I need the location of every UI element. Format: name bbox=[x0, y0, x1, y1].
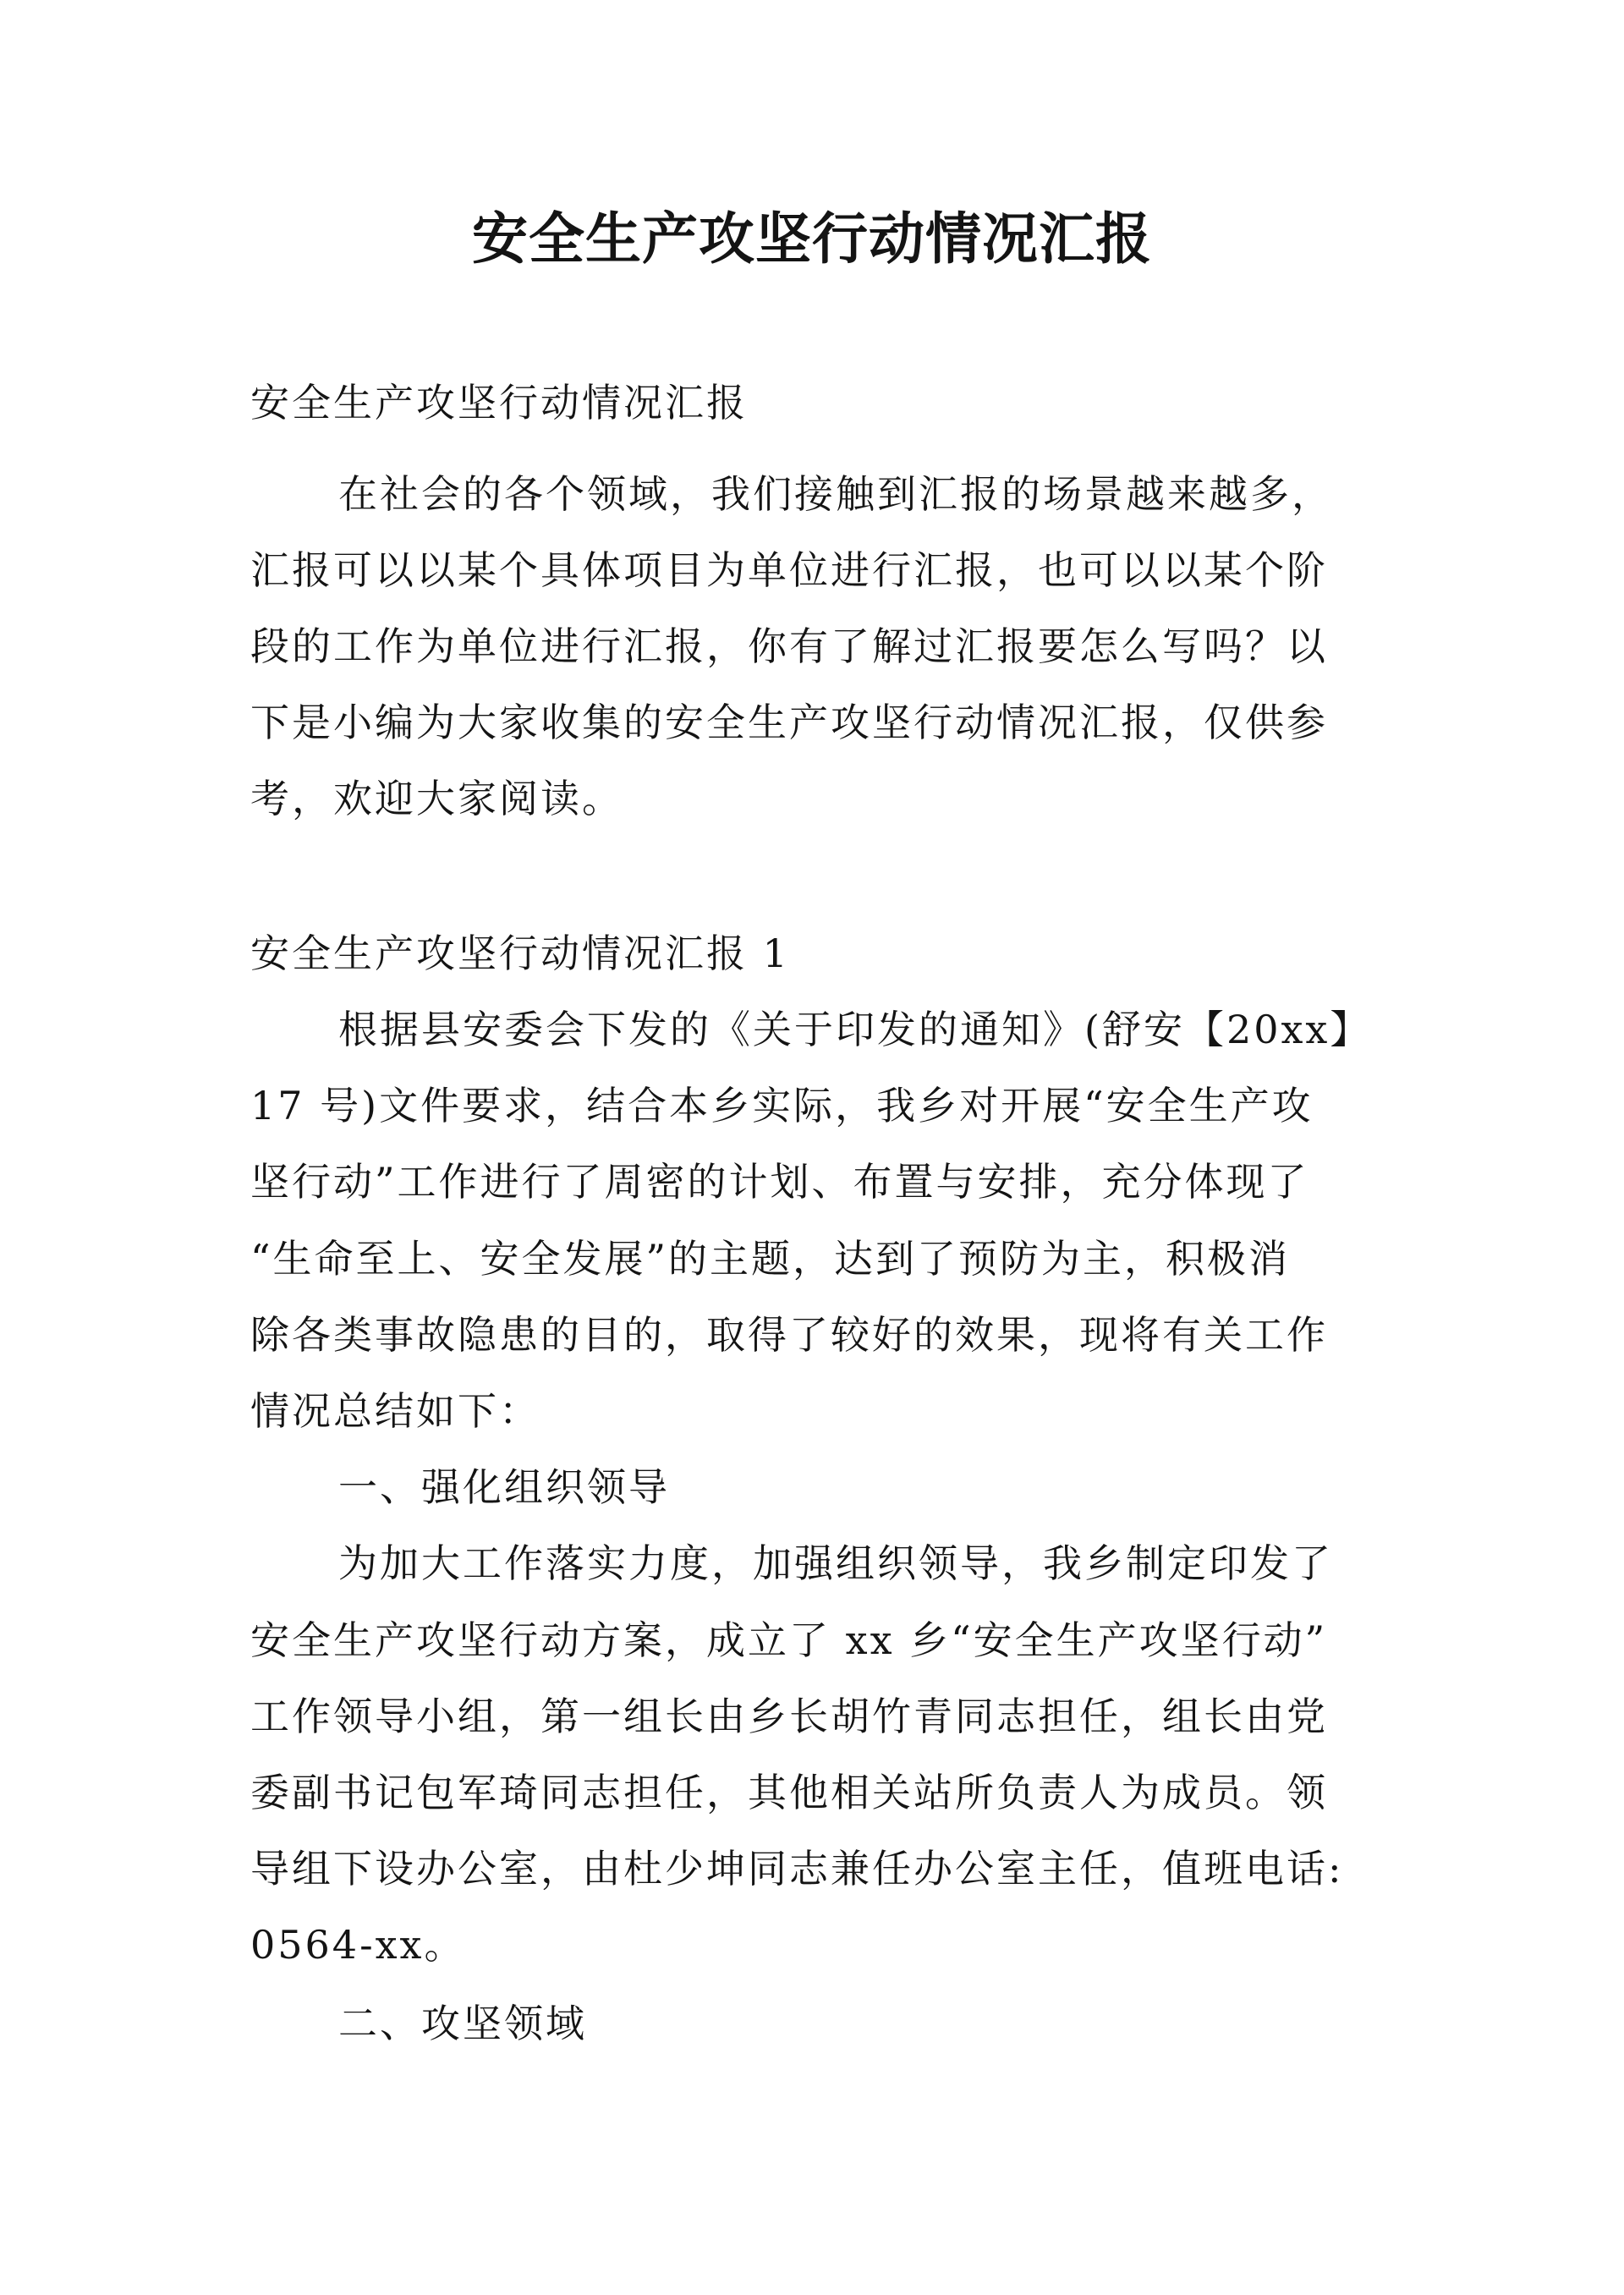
document-title: 安全生产攻坚行动情况汇报 bbox=[472, 206, 1152, 272]
section-line: 除各类事故隐患的目的，取得了较好的效果，现将有关工作 bbox=[250, 1312, 1328, 1358]
part-line: 为加大工作落实力度，加强组织领导，我乡制定印发了 bbox=[338, 1540, 1333, 1586]
part-heading: 一、强化组织领导 bbox=[338, 1464, 670, 1510]
part-line: 导组下设办公室，由杜少坤同志兼任办公室主任，值班电话: bbox=[250, 1846, 1344, 1891]
section-heading: 安全生产攻坚行动情况汇报 1 bbox=[250, 931, 790, 976]
section-line: 根据县安委会下发的《关于印发的通知》(舒安【20xx】 bbox=[338, 1007, 1372, 1052]
intro-line: 下是小编为大家收集的安全生产攻坚行动情况汇报，仅供参 bbox=[250, 700, 1328, 745]
part-line: 安全生产攻坚行动方案，成立了 xx 乡“安全生产攻坚行动” bbox=[250, 1617, 1328, 1663]
part-line: 工作领导小组，第一组长由乡长胡竹青同志担任，组长由党 bbox=[250, 1694, 1328, 1739]
intro-line: 段的工作为单位进行汇报，你有了解过汇报要怎么写吗？以 bbox=[250, 623, 1328, 669]
section-line: “生命至上、安全发展”的主题，达到了预防为主，积极消 bbox=[250, 1236, 1291, 1282]
intro-line: 考，欢迎大家阅读。 bbox=[250, 776, 623, 821]
part-heading: 二、攻坚领域 bbox=[338, 2001, 587, 2046]
part-line: 委副书记包军琦同志担任，其他相关站所负责人为成员。领 bbox=[250, 1770, 1328, 1815]
section-line: 情况总结如下： bbox=[250, 1388, 540, 1434]
intro-line: 在社会的各个领域，我们接触到汇报的场景越来越多， bbox=[338, 471, 1333, 517]
section-line: 坚行动”工作进行了周密的计划、布置与安排，充分体现了 bbox=[250, 1159, 1309, 1205]
intro-line: 汇报可以以某个具体项目为单位进行汇报，也可以以某个阶 bbox=[250, 547, 1328, 593]
part-line: 0564-xx。 bbox=[250, 1922, 466, 1968]
section-line: 17 号)文件要求，结合本乡实际，我乡对开展“安全生产攻 bbox=[250, 1083, 1314, 1128]
document-subtitle: 安全生产攻坚行动情况汇报 bbox=[250, 380, 748, 426]
